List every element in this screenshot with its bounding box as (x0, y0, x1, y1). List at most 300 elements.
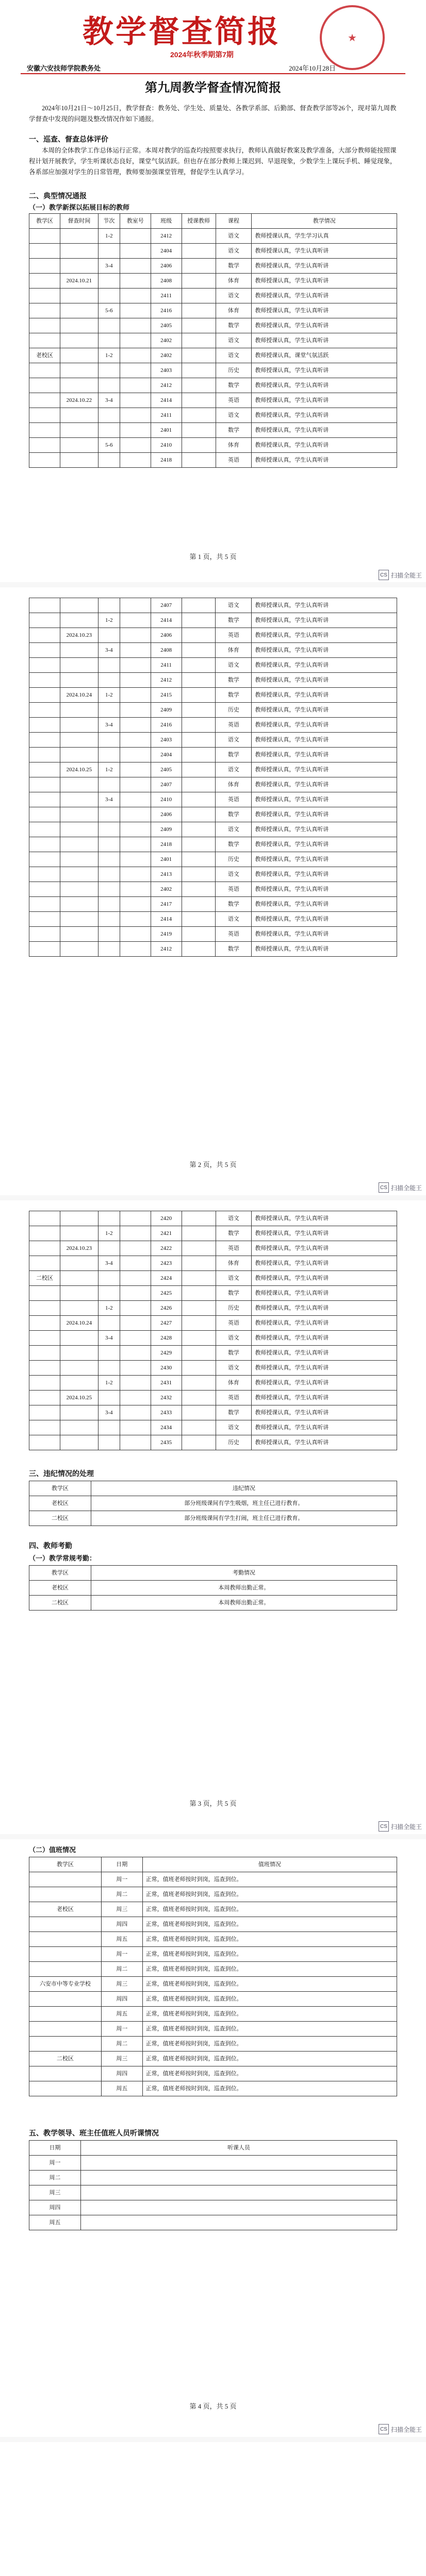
table-cell (182, 453, 216, 468)
page-gap (0, 1195, 426, 1200)
table-cell: 二校区 (29, 1596, 91, 1611)
table-cell: 正常，值班老师按时到岗，巡查到位。 (142, 1887, 397, 1902)
column-header: 教学区 (29, 1566, 91, 1581)
table-cell (60, 1226, 98, 1241)
table-cell: 教师授课认真，学生认真听讲 (252, 703, 397, 718)
table-cell (120, 1316, 151, 1331)
table-cell: 历史 (216, 1301, 252, 1316)
table-cell: 2420 (151, 1211, 182, 1226)
table-row (29, 1947, 397, 1962)
table-cell: 3-4 (98, 393, 120, 408)
table-cell: 3-4 (98, 259, 120, 274)
column-header: 督查时间 (60, 214, 98, 229)
issue-date: 2024年10月28日 (289, 64, 336, 72)
table-cell (120, 643, 151, 658)
table-cell (120, 229, 151, 244)
table-cell (29, 423, 60, 438)
table-cell (120, 333, 151, 348)
table-cell (120, 363, 151, 378)
table-row (29, 453, 397, 468)
table-cell: 历史 (216, 1435, 252, 1450)
table-cell (29, 393, 60, 408)
table-cell (98, 807, 120, 822)
table-cell (29, 1316, 60, 1331)
table-cell (182, 718, 216, 733)
table-cell: 教师授课认真，学生认真听讲 (252, 408, 397, 423)
table-cell: 2024.10.25 (60, 762, 98, 777)
table-cell (182, 1405, 216, 1420)
table-cell: 周四 (101, 1992, 142, 2007)
table-row (29, 643, 397, 658)
table-cell: 教师授课认真，学生认真听讲 (252, 1420, 397, 1435)
table-cell: 1-2 (98, 1376, 120, 1391)
table-cell (98, 453, 120, 468)
table-cell (60, 289, 98, 303)
section-4-sub-1: （一）教学常规考勤： (29, 1554, 96, 1562)
table-cell (120, 837, 151, 852)
table-cell: 英语 (216, 927, 252, 942)
table-cell: 老校区 (29, 1496, 91, 1511)
table-cell (60, 897, 98, 912)
table-cell: 2430 (151, 1361, 182, 1376)
table-row (29, 229, 397, 244)
column-header: 节次 (98, 214, 120, 229)
table-cell (182, 733, 216, 748)
table-cell (120, 1241, 151, 1256)
table-row (29, 703, 397, 718)
table-cell (29, 852, 60, 867)
column-header: 听课人员 (80, 2141, 397, 2156)
table-row (29, 1902, 397, 1917)
table-cell (120, 807, 151, 822)
table-row (29, 1226, 397, 1241)
table-cell: 教师授课认真，学生认真听讲 (252, 393, 397, 408)
table-cell: 老校区 (29, 1581, 91, 1596)
table-cell: 教师授课认真，学生认真听讲 (252, 733, 397, 748)
table-cell (60, 1331, 98, 1346)
table-cell: 2431 (151, 1376, 182, 1391)
table-cell: 教师授课认真，学生认真听讲 (252, 1316, 397, 1331)
table-cell: 2425 (151, 1286, 182, 1301)
table-cell (98, 1420, 120, 1435)
table-cell (120, 927, 151, 942)
table-cell (182, 1316, 216, 1331)
table-row (29, 1391, 397, 1405)
table-cell (120, 942, 151, 957)
organization: 安徽六安技师学院教务处 (27, 64, 101, 72)
issue-number: 2024年秋季期第7期 (170, 50, 234, 59)
table-cell: 2024.10.23 (60, 628, 98, 643)
table-row (29, 777, 397, 792)
table-cell: 周五 (101, 1932, 142, 1947)
page-footer: 第 1 页，共 5 页 (189, 553, 237, 561)
table-cell: 教师授课认真，学生认真听讲 (252, 867, 397, 882)
table-cell: 二校区 (29, 1271, 60, 1286)
table-cell: 周三 (101, 1977, 142, 1992)
table-row (29, 1496, 397, 1511)
table-row (29, 348, 397, 363)
table-cell (120, 658, 151, 673)
table-cell: 1-2 (98, 688, 120, 703)
table-cell (120, 1271, 151, 1286)
table-row (29, 762, 397, 777)
column-header: 班级 (151, 214, 182, 229)
table-row (29, 927, 397, 942)
table-cell: 2415 (151, 688, 182, 703)
table-cell: 2024.10.21 (60, 274, 98, 289)
table-cell (29, 1947, 102, 1962)
table-cell (29, 318, 60, 333)
attendance-table (29, 1565, 397, 1611)
table-row (29, 408, 397, 423)
scanner-watermark: CS 扫描全能王 (379, 570, 422, 580)
table-cell (182, 333, 216, 348)
table-cell (182, 762, 216, 777)
table-cell: 英语 (216, 882, 252, 897)
table-row (29, 1211, 397, 1226)
table-cell: 周一 (101, 1872, 142, 1887)
table-cell (98, 733, 120, 748)
table-row (29, 807, 397, 822)
table-cell: 教师授课认真，学生认真听讲 (252, 1256, 397, 1271)
table-cell (182, 438, 216, 453)
table-cell (182, 244, 216, 259)
table-row (29, 1331, 397, 1346)
table-cell: 教师授课认真，学生学习认真 (252, 229, 397, 244)
table-cell (29, 408, 60, 423)
table-cell: 老校区 (29, 348, 60, 363)
table-cell: 语文 (216, 1420, 252, 1435)
table-row (29, 2007, 397, 2022)
table-cell (29, 1405, 60, 1420)
table-cell: 3-4 (98, 718, 120, 733)
column-header: 违纪情况 (91, 1481, 397, 1496)
table-cell (182, 1256, 216, 1271)
table-cell (98, 1271, 120, 1286)
table-cell (98, 1346, 120, 1361)
table-cell: 教师授课认真，学生认真听讲 (252, 1211, 397, 1226)
table-cell: 2432 (151, 1391, 182, 1405)
page-gap (0, 1834, 426, 1839)
table-cell (182, 318, 216, 333)
table-cell (29, 748, 60, 762)
table-cell (120, 733, 151, 748)
table-cell (29, 2037, 102, 2052)
table-row (29, 1992, 397, 2007)
page-gap (0, 2437, 426, 2442)
table-cell: 2405 (151, 762, 182, 777)
table-cell: 数学 (216, 837, 252, 852)
table-cell (98, 1391, 120, 1405)
table-cell (182, 1271, 216, 1286)
table-row (29, 2066, 397, 2081)
table-cell: 教师授课认真，学生认真听讲 (252, 613, 397, 628)
table-cell: 教师授课认真，学生认真听讲 (252, 1435, 397, 1450)
table-row (29, 2022, 397, 2037)
table-cell (98, 852, 120, 867)
table-cell: 2409 (151, 703, 182, 718)
table-cell (120, 882, 151, 897)
table-cell (60, 1286, 98, 1301)
table-cell (182, 1391, 216, 1405)
scanner-watermark: CS 扫描全能王 (379, 1821, 422, 1832)
table-cell: 2411 (151, 289, 182, 303)
table-cell: 2024.10.23 (60, 1241, 98, 1256)
table-cell (98, 673, 120, 688)
table-cell (120, 1435, 151, 1450)
table-cell: 教师授课认真，学生认真听讲 (252, 274, 397, 289)
table-cell (29, 378, 60, 393)
table-cell (120, 762, 151, 777)
table-cell (98, 703, 120, 718)
table-cell: 体育 (216, 777, 252, 792)
table-cell (80, 2200, 397, 2215)
table-row (29, 628, 397, 643)
table-cell (29, 777, 60, 792)
table-cell (60, 1435, 98, 1450)
table-cell: 2416 (151, 303, 182, 318)
table-cell (60, 229, 98, 244)
table-cell: 部分班级课间有学生吸烟，班主任已进行教育。 (91, 1496, 397, 1511)
document-title: 第九周教学督查情况简报 (145, 81, 281, 95)
table-cell (60, 1405, 98, 1420)
table-cell (182, 613, 216, 628)
table-cell (60, 438, 98, 453)
table-cell (98, 1435, 120, 1450)
page-1 (0, 0, 426, 567)
table-cell: 2402 (151, 333, 182, 348)
table-cell: 教师授课认真，学生认真听讲 (252, 807, 397, 822)
table-cell (98, 333, 120, 348)
teaching-check-table-campus-2 (29, 1211, 397, 1450)
table-cell (29, 1286, 60, 1301)
table-row (29, 318, 397, 333)
table-cell (98, 1361, 120, 1376)
table-cell: 英语 (216, 1316, 252, 1331)
table-cell (182, 229, 216, 244)
table-cell: 2426 (151, 1301, 182, 1316)
table-cell: 周四 (101, 2066, 142, 2081)
table-cell (60, 244, 98, 259)
table-row (29, 1346, 397, 1361)
table-row (29, 1511, 397, 1526)
table-row (29, 2215, 397, 2230)
table-cell: 教师授课认真，学生认真听讲 (252, 942, 397, 957)
section-1-text: 本周的全体教学工作总体运行正常。本周对教学的巡查均按照要求执行，教师认真做好教案及教学准备，大部分教师能按照课程计划开展教学，学生听课状态良好，课堂气氛活跃。但也存在部分教师上课迟到、早退现象，少数学生上课玩手机、睡觉现象，各系部应加强对学生的日常管理，教师要加强课堂管理，督促学生认真学习。 (29, 147, 397, 176)
table-cell: 体育 (216, 274, 252, 289)
column-header: 考勤情况 (91, 1566, 397, 1581)
table-cell (29, 598, 60, 613)
table-cell (60, 733, 98, 748)
table-cell: 数学 (216, 423, 252, 438)
table-row (29, 1581, 397, 1596)
table-row (29, 423, 397, 438)
table-row (29, 1256, 397, 1271)
table-row (29, 2052, 397, 2066)
newsletter-title: 教学督查简报 (83, 14, 281, 49)
table-row (29, 1361, 397, 1376)
table-cell (182, 1376, 216, 1391)
table-cell: 体育 (216, 1256, 252, 1271)
column-header: 教室号 (120, 214, 151, 229)
table-cell: 2422 (151, 1241, 182, 1256)
table-cell (29, 1241, 60, 1256)
table-cell (29, 837, 60, 852)
table-cell: 2403 (151, 733, 182, 748)
table-row (29, 363, 397, 378)
table-cell: 英语 (216, 1241, 252, 1256)
table-cell (120, 598, 151, 613)
table-cell: 正常，值班老师按时到岗，巡查到位。 (142, 2052, 397, 2066)
section-3-title: 三、违纪情况的处理 (29, 1470, 94, 1478)
table-row (29, 2037, 397, 2052)
table-cell (29, 1331, 60, 1346)
table-cell (120, 244, 151, 259)
table-cell (120, 303, 151, 318)
table-cell: 语文 (216, 762, 252, 777)
table-cell: 2403 (151, 363, 182, 378)
table-row (29, 748, 397, 762)
column-header: 日期 (101, 1857, 142, 1872)
table-cell (98, 408, 120, 423)
table-cell: 周五 (29, 2215, 81, 2230)
table-cell (182, 748, 216, 762)
table-cell: 体育 (216, 1376, 252, 1391)
table-header-row (29, 2141, 397, 2156)
table-cell: 周五 (101, 2007, 142, 2022)
table-cell (98, 882, 120, 897)
table-cell (182, 703, 216, 718)
table-row (29, 2156, 397, 2171)
table-cell: 体育 (216, 438, 252, 453)
table-row (29, 333, 397, 348)
table-cell: 2407 (151, 598, 182, 613)
table-cell: 1-2 (98, 762, 120, 777)
table-cell: 老校区 (29, 1902, 102, 1917)
table-cell (120, 259, 151, 274)
teaching-check-table-continued (29, 598, 397, 957)
table-cell (120, 1346, 151, 1361)
table-cell (98, 423, 120, 438)
table-cell: 周五 (101, 2081, 142, 2096)
table-cell: 2414 (151, 912, 182, 927)
table-cell (60, 1301, 98, 1316)
table-cell (98, 867, 120, 882)
table-cell (60, 613, 98, 628)
table-cell: 2404 (151, 748, 182, 762)
table-cell (29, 762, 60, 777)
table-cell (120, 897, 151, 912)
table-cell (98, 1241, 120, 1256)
section-2-sub-1: （一）教学新探以拓展目标的教师 (29, 204, 130, 211)
table-cell (182, 274, 216, 289)
table-cell (182, 1241, 216, 1256)
table-cell: 2414 (151, 393, 182, 408)
table-cell (29, 438, 60, 453)
table-cell (182, 1346, 216, 1361)
column-header: 教学区 (29, 1481, 91, 1496)
table-cell: 2412 (151, 229, 182, 244)
table-cell: 2414 (151, 613, 182, 628)
table-cell (60, 927, 98, 942)
table-cell: 教师授课认真，学生认真听讲 (252, 1361, 397, 1376)
table-cell (29, 2007, 102, 2022)
table-cell: 英语 (216, 453, 252, 468)
table-cell (29, 673, 60, 688)
table-cell (80, 2185, 397, 2200)
table-cell: 周一 (29, 2156, 81, 2171)
table-cell: 语文 (216, 822, 252, 837)
table-cell: 正常，值班老师按时到岗，巡查到位。 (142, 2081, 397, 2096)
table-cell (120, 1376, 151, 1391)
table-cell (60, 348, 98, 363)
table-cell (182, 408, 216, 423)
table-cell: 1-2 (98, 348, 120, 363)
table-cell (60, 453, 98, 468)
table-cell (60, 1346, 98, 1361)
table-cell (120, 393, 151, 408)
table-cell: 教师授课认真，课堂气氛活跃 (252, 348, 397, 363)
table-cell (120, 1301, 151, 1316)
table-cell: 2418 (151, 837, 182, 852)
section-1-title: 一、巡查、督查总体评价 (29, 136, 108, 144)
table-cell: 2433 (151, 1405, 182, 1420)
table-cell: 教师授课认真，学生认真听讲 (252, 1391, 397, 1405)
table-cell (120, 748, 151, 762)
table-cell: 2429 (151, 1346, 182, 1361)
table-row (29, 1596, 397, 1611)
table-cell (120, 688, 151, 703)
table-row (29, 259, 397, 274)
table-row (29, 1316, 397, 1331)
table-row (29, 673, 397, 688)
table-cell (29, 274, 60, 289)
table-cell (182, 378, 216, 393)
table-cell: 教师授课认真，学生认真听讲 (252, 378, 397, 393)
table-cell (182, 598, 216, 613)
table-cell: 2406 (151, 259, 182, 274)
table-cell: 数学 (216, 748, 252, 762)
column-header: 教学区 (29, 214, 60, 229)
teaching-check-table (29, 213, 397, 468)
scanner-logo-icon: CS (379, 1182, 389, 1193)
table-cell: 周一 (101, 1947, 142, 1962)
table-row (29, 1977, 397, 1992)
table-cell (98, 318, 120, 333)
table-cell: 2408 (151, 274, 182, 289)
section-4-sub-2: （二）值班情况 (29, 1846, 76, 1854)
table-cell (29, 718, 60, 733)
table-row (29, 658, 397, 673)
column-header: 教学区 (29, 1857, 102, 1872)
table-cell: 英语 (216, 1391, 252, 1405)
table-cell (29, 1917, 102, 1932)
table-row (29, 303, 397, 318)
table-cell: 数学 (216, 673, 252, 688)
table-cell: 2435 (151, 1435, 182, 1450)
table-cell (60, 777, 98, 792)
table-cell (182, 1211, 216, 1226)
official-seal: ★ (320, 5, 385, 70)
table-cell (98, 244, 120, 259)
table-cell (120, 1361, 151, 1376)
table-row (29, 613, 397, 628)
table-cell: 教师授课认真，学生认真听讲 (252, 1286, 397, 1301)
table-cell (60, 643, 98, 658)
table-cell (182, 912, 216, 927)
scanner-logo-icon: CS (379, 2424, 389, 2434)
table-cell: 3-4 (98, 643, 120, 658)
